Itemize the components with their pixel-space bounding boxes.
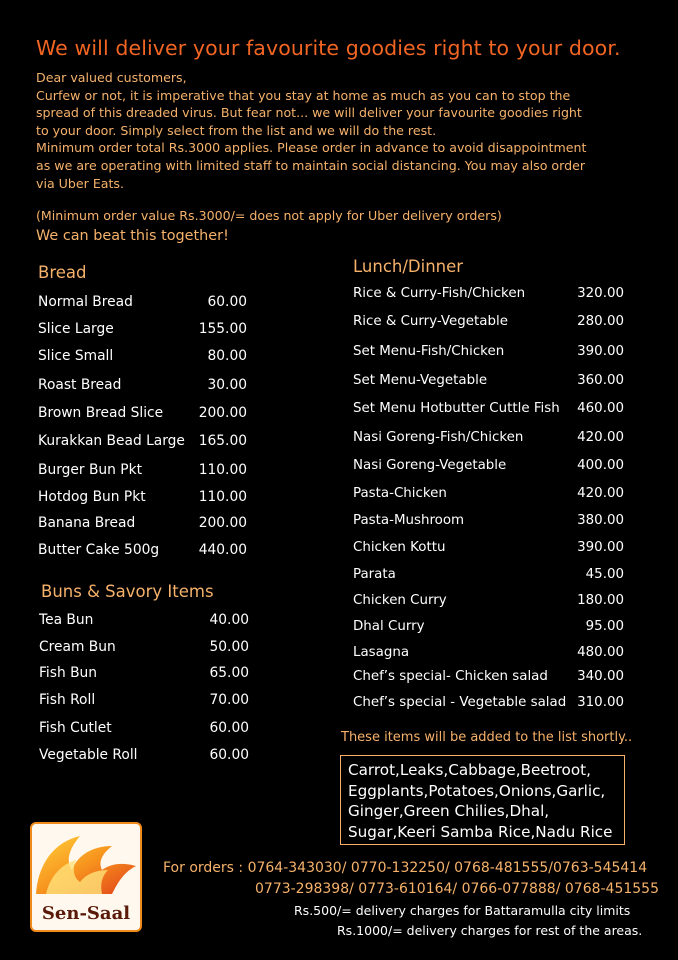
lunch-item-name: Rice & Curry-Vegetable bbox=[353, 314, 508, 329]
buns-item-price: 70.00 bbox=[209, 692, 249, 708]
bread-section-title: Bread bbox=[38, 263, 87, 282]
buns-item-name: Cream Bun bbox=[39, 639, 116, 655]
bread-item-price: 155.00 bbox=[198, 321, 247, 337]
lunch-item-price: 280.00 bbox=[577, 314, 624, 329]
lunch-item-price: 390.00 bbox=[577, 344, 624, 359]
bread-item-name: Hotdog Bun Pkt bbox=[38, 489, 146, 505]
lunch-item-name: Set Menu Hotbutter Cuttle Fish bbox=[353, 401, 560, 416]
bread-item-price: 110.00 bbox=[198, 489, 247, 505]
buns-item-name: Vegetable Roll bbox=[39, 747, 138, 763]
intro-line: via Uber Eats. bbox=[36, 175, 124, 191]
lunch-item-price: 460.00 bbox=[577, 401, 624, 416]
intro-line: to your door. Simply select from the list and we will do the rest. bbox=[36, 122, 437, 138]
delivery-charge-other: Rs.1000/= delivery charges for rest of the areas. bbox=[337, 923, 643, 938]
slogan: We can beat this together! bbox=[36, 228, 229, 244]
intro-line: Curfew or not, it is imperative that you stay at home as much as you can to stop the bbox=[36, 87, 571, 103]
lunch-item-price: 310.00 bbox=[577, 695, 624, 710]
lunch-item-name: Rice & Curry-Fish/Chicken bbox=[353, 286, 526, 301]
order-contacts bbox=[163, 858, 659, 899]
bread-item-price: 60.00 bbox=[207, 294, 247, 310]
intro-line: Minimum order total Rs.3000 applies. Please order in advance to avoid disappointment bbox=[36, 140, 587, 156]
bread-item-price: 165.00 bbox=[198, 433, 247, 449]
lunch-item-name: Chef’s special- Chicken salad bbox=[353, 669, 548, 684]
delivery-charge-city: Rs.500/= delivery charges for Battaramulla city limits bbox=[294, 903, 631, 918]
lunch-item-name: Pasta-Chicken bbox=[353, 486, 447, 501]
upcoming-items-line: Carrot,Leaks,Cabbage,Beetroot, bbox=[348, 761, 591, 779]
bread-item-price: 200.00 bbox=[198, 515, 247, 531]
lunch-item-price: 360.00 bbox=[577, 373, 624, 388]
lunch-item-name: Pasta-Mushroom bbox=[353, 513, 465, 528]
upcoming-items-line: Sugar,Keeri Samba Rice,Nadu Rice bbox=[348, 822, 613, 841]
buns-item-name: Tea Bun bbox=[39, 612, 94, 628]
lunch-item-name: Set Menu-Vegetable bbox=[353, 373, 488, 388]
bread-item-price: 110.00 bbox=[198, 462, 247, 478]
lunch-item-price: 340.00 bbox=[577, 669, 624, 684]
buns-item-price: 40.00 bbox=[209, 612, 249, 628]
bread-item-price: 30.00 bbox=[207, 377, 247, 393]
flame-icon bbox=[32, 824, 140, 906]
lunch-item-price: 480.00 bbox=[577, 645, 624, 660]
lunch-item-name: Nasi Goreng-Vegetable bbox=[353, 458, 507, 473]
lunch-item-name: Chicken Curry bbox=[353, 593, 447, 608]
bread-item-name: Kurakkan Bead Large bbox=[38, 433, 185, 449]
bread-item-name: Slice Large bbox=[38, 321, 114, 337]
order-phone-line: 0773-298398/ 0773-610164/ 0766-077888/ 0768-451555 bbox=[255, 880, 659, 897]
lunch-item-name: Chicken Kottu bbox=[353, 540, 446, 555]
buns-item-price: 65.00 bbox=[209, 665, 249, 681]
bread-item-name: Slice Small bbox=[38, 348, 114, 364]
bread-item-name: Normal Bread bbox=[38, 294, 133, 310]
buns-item-price: 50.00 bbox=[209, 639, 249, 655]
buns-item-name: Fish Bun bbox=[39, 665, 98, 681]
buns-item-name: Fish Roll bbox=[39, 692, 96, 708]
buns-section-title: Buns & Savory Items bbox=[41, 582, 214, 601]
intro-text bbox=[36, 69, 586, 192]
lunch-item-price: 95.00 bbox=[585, 619, 624, 634]
order-phone-line: For orders : 0764-343030/ 0770-132250/ 0768-481555/0763-545414 bbox=[163, 860, 648, 876]
lunch-item-price: 320.00 bbox=[577, 286, 624, 301]
logo-text: Sen-Saal bbox=[41, 903, 131, 924]
lunch-item-name: Dhal Curry bbox=[353, 619, 425, 634]
lunch-section-title: Lunch/Dinner bbox=[353, 257, 464, 276]
bread-item-name: Brown Bread Slice bbox=[38, 405, 164, 421]
lunch-item-price: 420.00 bbox=[577, 486, 624, 501]
lunch-item-name: Set Menu-Fish/Chicken bbox=[353, 344, 505, 359]
lunch-item-price: 400.00 bbox=[577, 458, 624, 473]
bread-item-price: 80.00 bbox=[207, 348, 247, 364]
upcoming-items-line: Eggplants,Potatoes,Onions,Garlic, bbox=[348, 781, 606, 800]
page-headline: We will deliver your favourite goodies right to your door. bbox=[36, 36, 621, 60]
bread-item-name: Burger Bun Pkt bbox=[38, 462, 143, 478]
buns-item-price: 60.00 bbox=[209, 747, 249, 763]
lunch-item-price: 390.00 bbox=[577, 540, 624, 555]
intro-line: Dear valued customers, bbox=[36, 70, 187, 85]
minimum-order-note: (Minimum order value Rs.3000/= does not apply for Uber delivery orders) bbox=[36, 208, 502, 223]
lunch-item-name: Chef’s special - Vegetable salad bbox=[353, 695, 567, 710]
lunch-item-name: Parata bbox=[353, 567, 396, 582]
bread-item-price: 200.00 bbox=[198, 405, 247, 421]
lunch-item-price: 180.00 bbox=[577, 593, 624, 608]
intro-line: as we are operating with limited staff to maintain social distancing. You may also order bbox=[36, 157, 586, 173]
bread-item-name: Butter Cake 500g bbox=[38, 542, 160, 558]
lunch-item-price: 380.00 bbox=[577, 513, 624, 528]
upcoming-items-list bbox=[348, 760, 613, 842]
bread-item-price: 440.00 bbox=[198, 542, 247, 558]
buns-item-price: 60.00 bbox=[209, 720, 249, 736]
upcoming-items-line: Ginger,Green Chilies,Dhal, bbox=[348, 802, 550, 820]
buns-item-name: Fish Cutlet bbox=[39, 720, 112, 736]
bread-item-name: Roast Bread bbox=[38, 377, 122, 393]
sen-saal-logo bbox=[30, 822, 142, 932]
lunch-item-name: Nasi Goreng-Fish/Chicken bbox=[353, 430, 524, 445]
lunch-item-price: 45.00 bbox=[585, 567, 624, 582]
lunch-item-name: Lasagna bbox=[353, 645, 410, 660]
bread-item-name: Banana Bread bbox=[38, 515, 136, 531]
upcoming-items-note: These items will be added to the list shortly.. bbox=[341, 730, 633, 745]
intro-line: spread of this dreaded virus. But fear not... we will deliver your favourite goodies right bbox=[36, 105, 582, 121]
lunch-item-price: 420.00 bbox=[577, 430, 624, 445]
